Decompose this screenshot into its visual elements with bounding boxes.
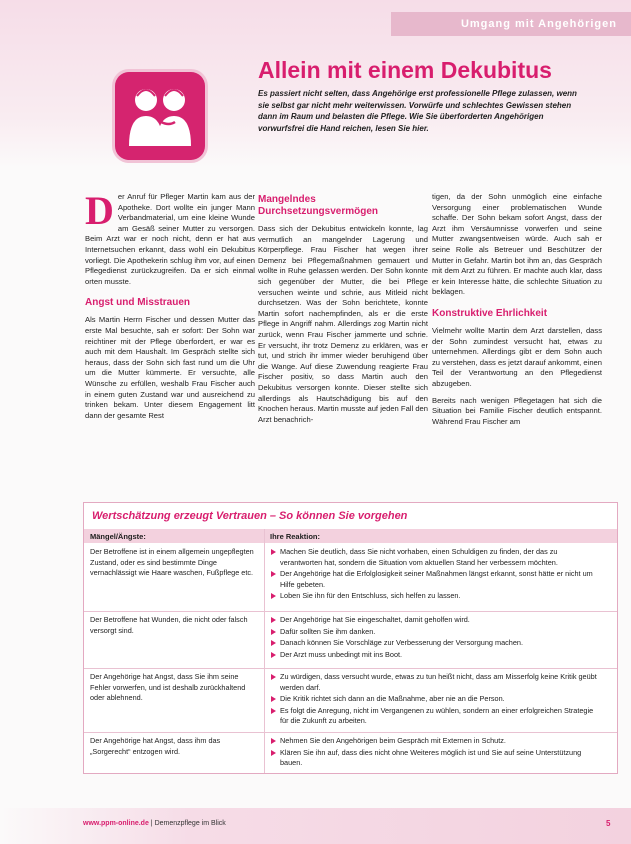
table-row [84, 611, 617, 669]
issue-cell: Der Betroffene hat Wunden, die nicht oder falsch versorgt sind. [90, 615, 248, 635]
footer-publication: Demenzpflege im Blick [154, 820, 226, 827]
footer-url[interactable]: www.ppm-online.de [83, 820, 149, 827]
table-row [84, 732, 617, 773]
reaction-list [270, 736, 600, 770]
column-header-issues: Mängel/Ängste: [90, 532, 146, 541]
list-item: Die Kritik richtet sich dann an die Maßnahme, aber nie an die Person. [270, 694, 600, 705]
issue-cell: Der Angehörige hat Angst, dass Sie ihm seine Fehler vorwerfen, und ist deshalb zurückhaltend oder ablehnend. [90, 672, 246, 703]
column-header-reactions: Ihre Reaktion: [270, 532, 321, 541]
paragraph: D er Anruf für Pfleger Martin kam aus der Apotheke. Dort wollte ein junger Mann Verbandmaterial, um eine kleine Wunde am Gesäß seiner Mutter zu versorgen. Beim Arzt war er noch nicht, denn er hat aus Internetsuchen erkannt, dass wohl ein Dekubitus vorliegt. Die Apothekerin schlug ihm vor, auf einen Pflegedienst zurückzugreifen. Da er sich einmal orten musste. [85, 188, 255, 286]
list-item: Machen Sie deutlich, dass Sie nicht vorhaben, einen Schuldigen zu finden, der das zu verantworten hat, sondern die Situation vom aktuellen Stand her verbessern möchten. [270, 547, 600, 568]
paragraph: Als Martin Herrn Fischer und dessen Mutter das erste Mal besuchte, sah er sofort: Der Sohn war reichtiner mit der Pflege überfordert, er war es auch mit dem Haushalt. Im Gespräch stellte sich heraus, dass der Sohn sich fast rund um die Uhr um die Mutter kümmerte. Er versuchte, alle Wünsche zu erfüllen, weshalb Frau Fischer auch in einem guten Zustand war und ausreichend zu trinken bekam. Unter diesem Engagement litt dann der gesamte Rest [85, 315, 255, 420]
subheading-durchsetzung: Mangelndes Durchsetzungsvermögen [258, 194, 379, 217]
paragraph: tigen, da der Sohn unmöglich eine einfache Versorgung einer problematischen Wunde schaffe. Der Sohn bekam sofort Angst, dass der Arzt ihm Versäumnisse vorwerfen und seine Mutter zwangsentweisen würde. Auch sah er seine Rolle als Betreuer und Beschützer der Mutter in Gefahr. Martin bot ihm an, das Gespräch mit dem Arzt zu führen. Er machte auch klar, dass er kein Interesse hätte, die schlechte Situation zu beklagen. [432, 192, 602, 297]
reaction-list [270, 615, 600, 661]
footer-text [83, 820, 226, 827]
article-column-3 [432, 192, 602, 433]
paragraph: Bereits nach wenigen Pflegetagen hat sich die Situation bei Familie Fischer deutlich entspannt. Während Frau Fischer am [432, 395, 602, 426]
reaction-list [270, 547, 600, 603]
paragraph: Dass sich der Dekubitus entwickeln konnte, lag vermutlich an mangelnder Lagerung und Körperpflege. Frau Fischer hat wegen ihrer Demenz bei Pflegemaßnahmen gemauert und wollte in Ruhe gelassen werden. Der Sohn konnte sich gegenüber der Mutter, die bei Pflege versuchen weinte und schrie, aus Mitleid nicht durchsetzen. Was der Sohn berichtete, konnte Martin sofort nachempfinden, als er die erste Pflege in Angriff nahm. Allerdings zog Martin nicht zurück, wenn Frau Fischer jammerte und schrie. Er versucht, ihr trotz Demenz zu erklären, was er tut, und strich ihr immer wieder beruhigend über die Wange. Auf diese Zuwendung reagierte Frau Fischer positiv, so dass Martin auch den Dekubitus versorgen konnte. Dieser stellte sich allerdings als Hautschädigung bis auf den Knochen heraus. Martin musste auf jeden Fall den Arzt benachrich- [258, 224, 428, 424]
footer-separator: | [148, 820, 155, 827]
box-header-row [84, 529, 617, 543]
two-people-icon [115, 72, 205, 160]
issue-cell: Der Angehörige hat Angst, dass ihm das „Sorgerecht“ entzogen wird. [90, 736, 221, 756]
list-item: Loben Sie ihn für den Entschluss, sich helfen zu lassen. [270, 591, 600, 602]
list-item: Danach können Sie Vorschläge zur Verbesserung der Versorgung machen. [270, 638, 600, 649]
list-item: Es folgt die Anregung, nicht im Vergangenen zu wühlen, sondern an einer erfolgreichen Strategie für die Zukunft zu arbeiten. [270, 706, 600, 727]
box-title: Wertschätzung erzeugt Vertrauen – So können Sie vorgehen [92, 510, 408, 522]
article-column-2 [258, 192, 428, 431]
tips-box [83, 502, 618, 774]
list-item: Zu würdigen, dass versucht wurde, etwas zu tun heißt nicht, dass am Misserfolg keine Kritik geübt werden darf. [270, 672, 600, 693]
reaction-list [270, 672, 600, 728]
table-row [84, 668, 617, 733]
list-item: Nehmen Sie den Angehörigen beim Gespräch mit Externen in Schutz. [270, 736, 600, 747]
list-item: Klären Sie ihn auf, dass dies nicht ohne Weiteres möglich ist und Sie auf seine Unterstützung bauen. [270, 748, 600, 769]
page-number: 5 [606, 819, 611, 828]
section-label: Umgang mit Angehörigen [391, 12, 631, 36]
subheading-ehrlichkeit: Konstruktive Ehrlichkeit [432, 307, 548, 319]
issue-cell: Der Betroffene ist in einem allgemein ungepflegten Zustand, oder es sind bestimmte Dinge vernachlässigt wie Haare waschen, Fußpflege etc. [90, 547, 254, 578]
list-item: Der Angehörige hat Sie eingeschaltet, damit geholfen wird. [270, 615, 600, 626]
paragraph: Vielmehr wollte Martin dem Arzt darstellen, dass der Sohn zumindest versucht hat, etwas zu unternehmen. Allerdings gibt er dem Sohn auch zu verstehen, dass es jetzt darauf ankommt, einen Teil der Verantwortung an den Pflegedienst abzugeben. [432, 325, 602, 388]
page-title: Allein mit einem Dekubitus [258, 57, 552, 83]
table-row [84, 543, 617, 612]
subheading-angst: Angst und Misstrauen [85, 297, 191, 309]
list-item: Der Angehörige hat die Erfolglosigkeit seiner Maßnahmen längst erkannt, sonst hätte er nicht um Hilfe gebeten. [270, 569, 600, 590]
dropcap: D [85, 188, 114, 233]
lead-text: Es passiert nicht selten, dass Angehörige erst professionelle Pflege zulassen, wenn sie selbst gar nicht mehr weiterwissen. Vorwürfe und schlechtes Gewissen stehen dann im Raum und belasten die Pflege. Wie Sie überforderten Angehörigen vorwurfsfrei die Hand reichen, lesen Sie hier. [258, 89, 577, 133]
list-item: Dafür sollten Sie ihm danken. [270, 627, 600, 638]
list-item: Der Arzt muss unbedingt mit ins Boot. [270, 650, 600, 661]
article-column-1 [85, 188, 255, 427]
